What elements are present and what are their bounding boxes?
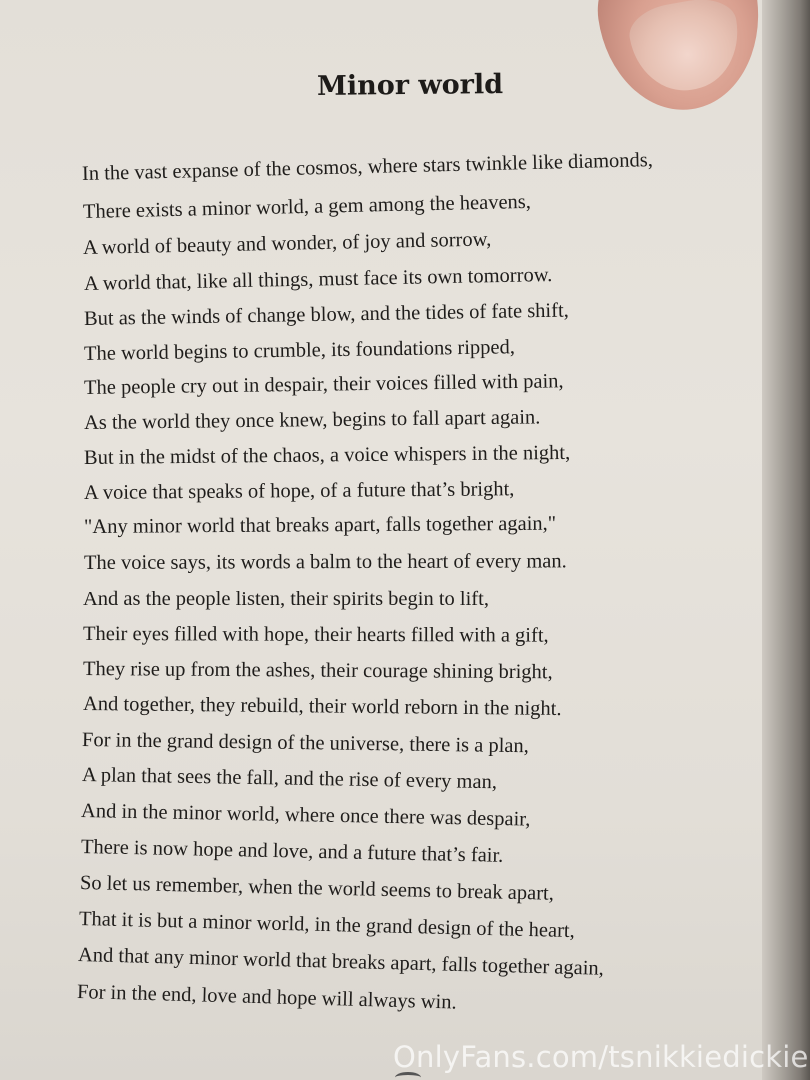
poem-line: But as the winds of change blow, and the tides of fate shift, (83, 299, 569, 330)
poem-line: The voice says, its words a balm to the heart of every man. (83, 550, 567, 574)
poem-line: They rise up from the ashes, their courage shining bright, (82, 658, 553, 684)
poem-line: The world begins to crumble, its foundations ripped, (83, 336, 516, 365)
poem-line: And as the people listen, their spirits begin to lift, (83, 588, 489, 610)
poem-line: And in the minor world, where once there was despair, (80, 800, 531, 831)
poem-line: A world that, like all things, must face its own tomorrow. (83, 264, 553, 295)
poem-line: And that any minor world that breaks apart, falls together again, (77, 944, 605, 980)
poem-line: For in the end, love and hope will always win. (76, 981, 457, 1014)
poem-line: "Any minor world that breaks apart, falls together again," (83, 512, 557, 538)
poem-line: Their eyes filled with hope, their hearts filled with a gift, (82, 623, 549, 647)
poem-line: A world of beauty and wonder, of joy and sorrow, (82, 228, 492, 259)
poem-line: As the world they once knew, begins to fall apart again. (83, 406, 541, 434)
poem-line: In the vast expanse of the cosmos, where stars twinkle like diamonds, (81, 149, 654, 185)
poem-line: A voice that speaks of hope, of a future that’s bright, (83, 478, 515, 504)
poem-line: And together, they rebuild, their world reborn in the night. (82, 693, 562, 721)
poem-line: But in the midst of the chaos, a voice whispers in the night, (83, 441, 571, 469)
poem-line: For in the grand design of the universe, there is a plan, (81, 729, 530, 758)
poem-line: A plan that sees the fall, and the rise of every man, (81, 764, 498, 794)
poem-line: That it is but a minor world, in the grand design of the heart, (78, 908, 576, 943)
poem-line: So let us remember, when the world seems to break apart, (79, 872, 555, 905)
poem-title: Minor world (316, 69, 504, 102)
poem-line: The people cry out in despair, their voices filled with pain, (83, 370, 564, 399)
poem-line: There exists a minor world, a gem among the heavens, (82, 190, 532, 223)
watermark: OnlyFans.com/tsnikkiedickie (393, 1040, 809, 1074)
poem-line: There is now hope and love, and a future that’s fair. (80, 836, 504, 867)
